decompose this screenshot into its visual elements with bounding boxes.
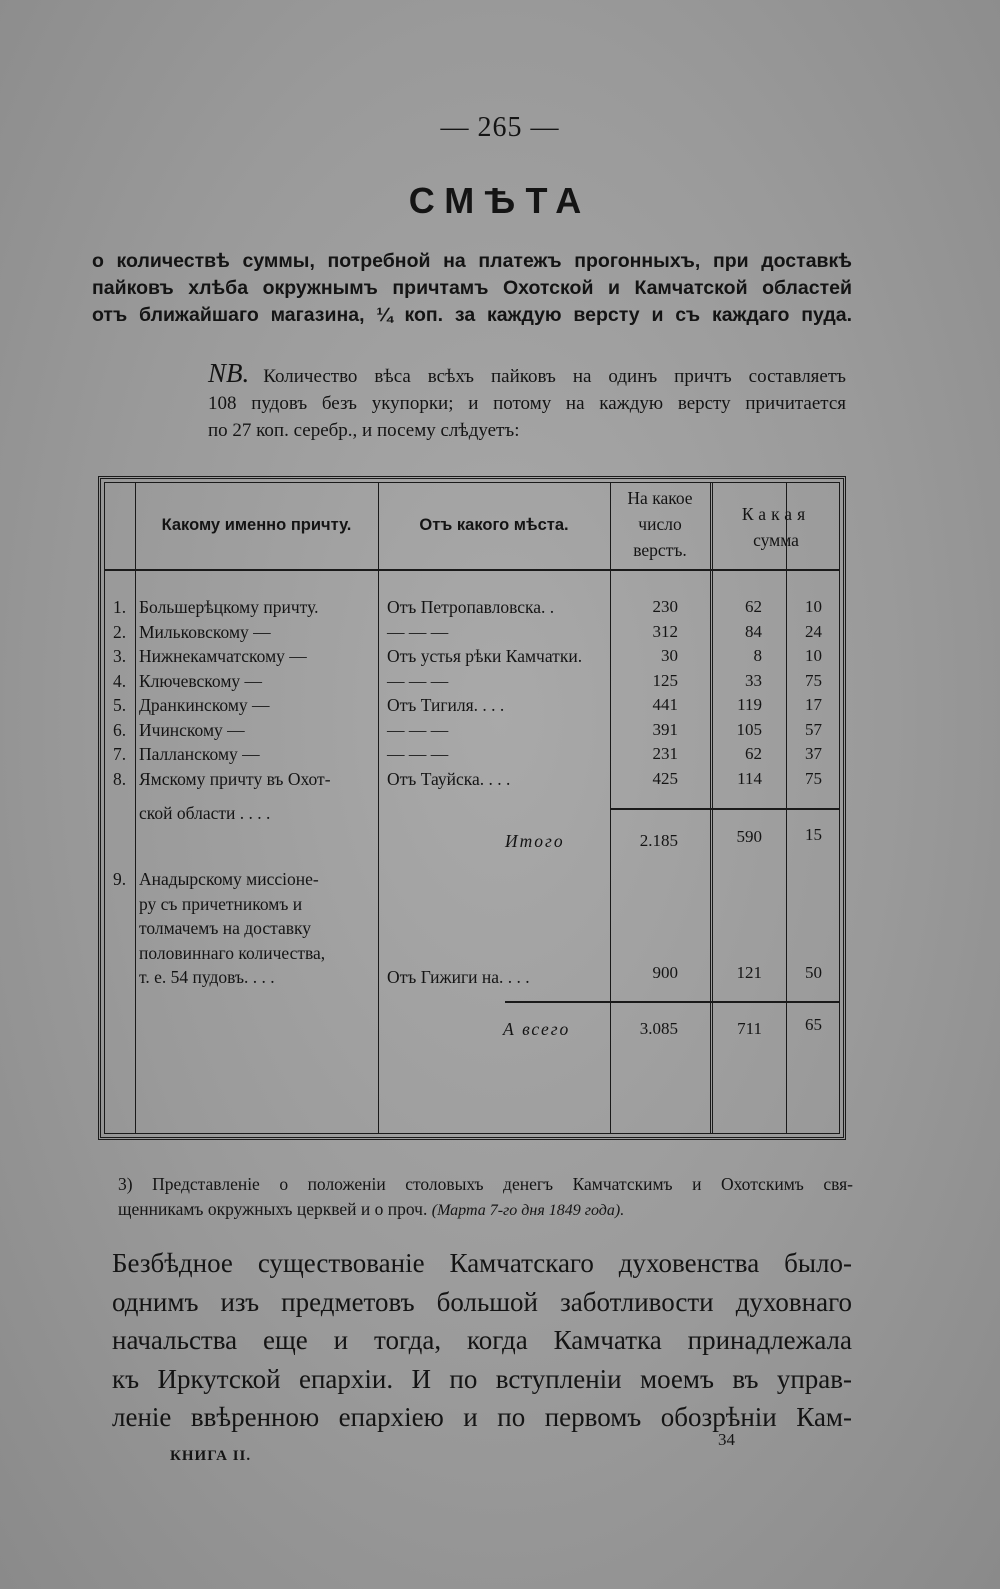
row-number: 3. [113,646,127,666]
vsego-rub: 711 [737,1019,762,1038]
footnote-date: (Марта 7-го дня 1849 года). [431,1202,625,1219]
row-rub: 8 [753,646,762,665]
row-place: Отъ устья рѣки Камчатки. [387,646,583,666]
row-parish: Ичинскому — [139,719,245,740]
document-subtitle [92,248,852,329]
row-kop: 75 [805,768,822,788]
page-number: — 265 — [440,112,560,143]
row-parish: Нижнекамчатскому — [139,646,307,666]
estimate-table [98,476,846,1140]
row9-rub: 121 [736,963,762,982]
row9-kop: 50 [805,963,822,982]
nota-bene-paragraph [208,360,846,444]
row-number: 7. [113,744,127,764]
row-parish: Большерѣцкому причту. [139,597,319,617]
row9-place: Отъ Гижиги на. . . . [387,967,530,987]
itogo-rub: 590 [736,827,762,846]
row-place: — — — [387,744,449,764]
vsego-kop: 65 [805,1015,822,1034]
row-number: 5. [113,695,127,715]
row8-continuation: ской области . . . . [139,803,271,823]
row-parish: Дранкинскому — [139,695,270,715]
row-place: — — — [387,719,449,740]
row-place: — — — [387,670,449,691]
subtitle-line: пайковъ хлѣба окружнымъ причтамъ Охотской и Камчатской областей [92,277,852,299]
row9-number: 9. [113,869,127,889]
subtitle-line: отъ ближайшаго магазина, ¼ коп. за каждую версту и съ каждаго пуда. [92,304,852,326]
footnote-line: 3) Представленіе о положеніи столовыхъ денегъ Камчатскимъ и Охотскимъ свя- [118,1174,853,1194]
note-line: 108 пудовъ безъ укупорки; и потому на каждую версту причитается [208,393,846,414]
row-rub: 119 [737,695,762,714]
header-place: Отъ какого мѣста. [419,516,569,534]
row-place: Отъ Тигиля. . . . [387,695,505,715]
body-paragraph [112,1244,852,1437]
row-kop: 37 [805,744,822,763]
row-rub: 62 [745,744,762,763]
row-kop: 75 [805,670,822,690]
note-line: Количество вѣса всѣхъ пайковъ на одинъ причтъ составляетъ [263,366,846,387]
body-line: однимъ изъ предметовъ большой заботливости духовнаго [112,1286,852,1317]
row-kop: 10 [805,597,822,616]
row-versts: 230 [652,597,678,616]
body-line: начальства еще и тогда, когда Камчатка принадлежала [112,1325,852,1355]
row-place: — — — [387,621,449,642]
header-versts: На какое число верстъ. [627,488,693,560]
row-kop: 24 [805,621,822,641]
row-parish: Ключевскому — [139,670,263,691]
book-signature: КНИГА II. [170,1448,252,1464]
row-rub: 84 [745,621,762,641]
subtitle-line: о количествѣ суммы, потребной на платежъ прогонныхъ, при доставкѣ [92,250,852,272]
row-versts: 312 [652,621,678,641]
row-versts: 441 [652,695,678,714]
row-rub: 114 [737,768,762,788]
row-rub: 62 [745,597,762,616]
row-number: 4. [113,670,127,691]
row-number: 8. [113,768,127,789]
vsego-versts: 3.085 [639,1019,678,1038]
vsego-label: А всего [503,1019,571,1039]
row-versts: 425 [652,768,678,788]
row-rub: 33 [745,670,762,690]
row-number: 2. [113,621,127,642]
body-line: къ Иркутской епархіи. И по вступленіи моемъ въ управ- [112,1363,852,1394]
row-parish: Ямскому причту въ Охот- [139,768,331,789]
row-kop: 17 [805,695,822,714]
body-line: леніе ввѣренною епархіею и по первомъ обозрѣніи Кам- [112,1402,852,1432]
footnote-line: щенникамъ окружныхъ церквей и о проч. [118,1199,428,1219]
header-sum: Какая сумма [741,504,811,550]
row-versts: 125 [652,670,678,690]
row-versts: 30 [661,646,678,665]
table-frame [104,482,840,1134]
footnote [118,1172,853,1223]
note-line: по 27 коп. серебр., и посему слѣдуетъ: [208,420,520,441]
itogo-versts: 2.185 [639,831,678,850]
sheet-number: 34 [718,1430,735,1449]
row9-parish: Анадырскому миссіоне- ру съ причетникомъ и толмачемъ на доставку половиннаго количества, т. е. 54 пудовъ. . . . [139,869,326,987]
nota-bene-mark: NB. [208,358,250,388]
itogo-label: Итого [505,831,565,851]
row-rub: 105 [736,719,762,739]
row-kop: 10 [805,646,822,665]
row-number: 1. [113,597,127,617]
row-versts: 391 [652,719,678,739]
row-place: Отъ Тауйска. . . . [387,768,511,789]
row-versts: 231 [652,744,678,763]
body-line: Безбѣдное существованіе Камчатскаго духовенства было- [112,1248,852,1278]
row-parish: Мильковскому — [139,621,271,642]
row-number: 6. [113,719,127,740]
itogo-kop: 15 [805,825,822,844]
header-parish: Какому именно причту. [161,516,352,534]
row-parish: Палланскому — [139,744,260,764]
row9-versts: 900 [652,963,678,982]
row-place: Отъ Петропавловска. . [387,597,555,617]
document-title: СМѢТА [408,180,592,221]
row-kop: 57 [805,719,822,739]
